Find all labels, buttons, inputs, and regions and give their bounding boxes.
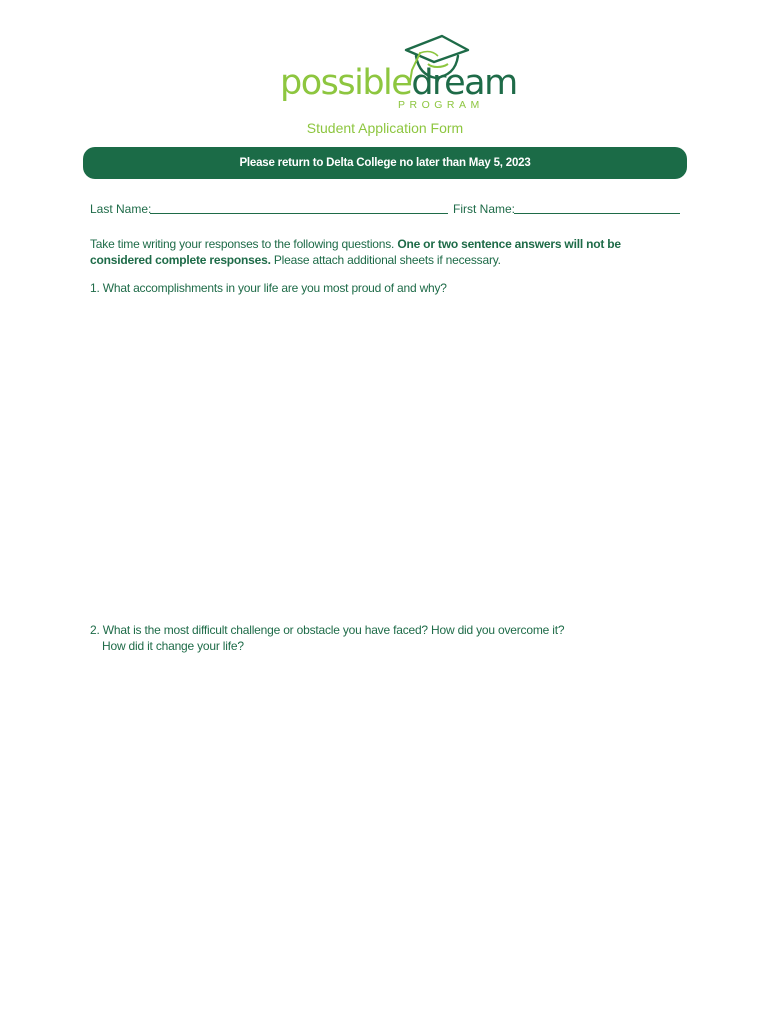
deadline-banner [83,147,687,179]
last-name-label: Last Name: [90,202,152,216]
instructions-text: Take time writing your responses to the following questions. [90,237,395,251]
last-name-field[interactable] [150,213,448,214]
question-2-line-1: 2. What is the most difficult challenge or obstacle you have faced? How did you overcome it? [90,623,565,637]
deadline-banner-text: Please return to Delta College no later than May 5, 2023 [239,157,531,169]
instructions-paragraph [90,236,685,268]
name-fields-row [90,202,680,218]
first-name-field[interactable] [514,213,680,214]
instructions-note: Please attach additional sheets if necessary. [273,253,501,267]
first-name-label: First Name: [453,202,516,216]
question-2 [90,622,564,654]
form-title: Student Application Form [306,120,464,136]
logo-word-dream: dream [411,63,517,103]
logo-wordmark [280,63,517,103]
question-2-line-2: How did it change your life? [102,639,244,653]
logo-word-possible: possible [280,63,412,103]
logo-subtitle: PROGRAM [398,99,484,111]
logo [280,30,517,114]
instructions-emphasis: One or two sentence answers will not be considered complete responses. [90,237,621,267]
question-1: 1. What accomplishments in your life are you most proud of and why? [90,281,447,295]
